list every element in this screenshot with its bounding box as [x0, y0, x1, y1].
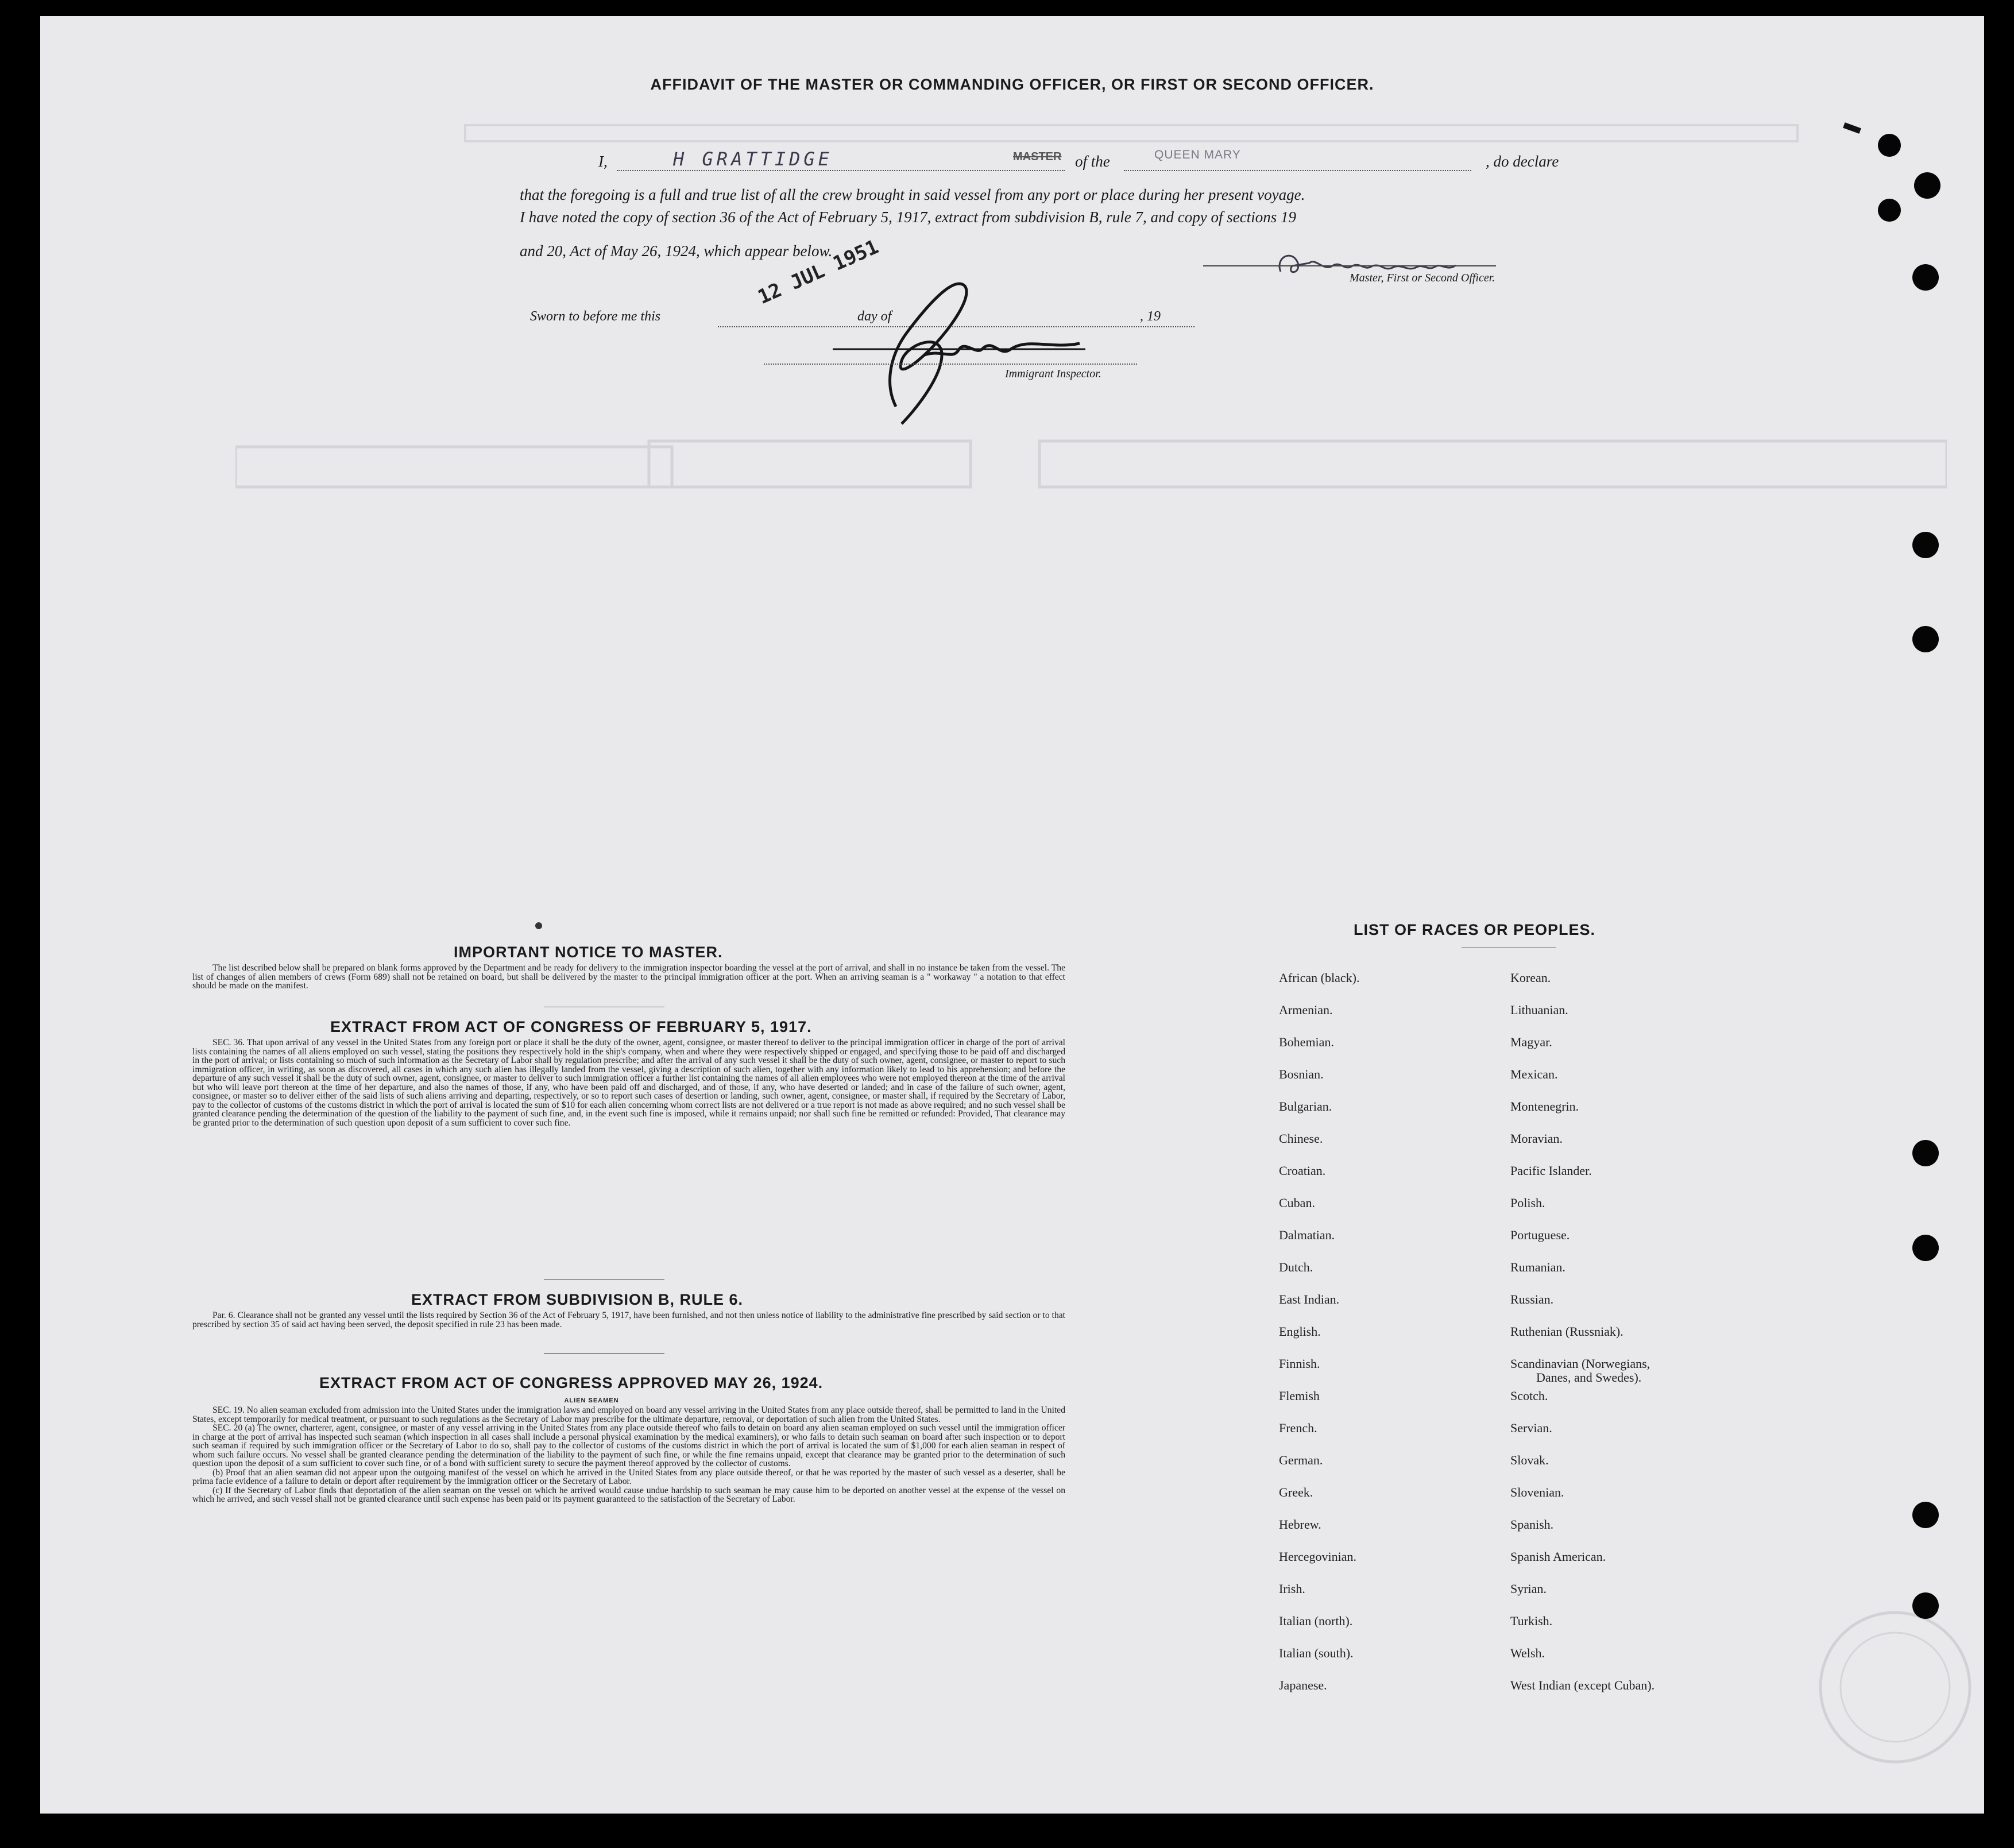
affidavit-line-1 — [598, 148, 1621, 176]
race-item: East Indian. — [1279, 1292, 1340, 1306]
race-item: Bosnian. — [1279, 1067, 1324, 1081]
race-item: Italian (north). — [1279, 1614, 1353, 1628]
race-item: Syrian. — [1510, 1582, 1547, 1596]
punch-hole — [1912, 264, 1939, 291]
section-divider — [544, 1279, 664, 1280]
race-item: English. — [1279, 1324, 1321, 1339]
sworn-date-stamp: 12 JUL 1951 — [754, 235, 882, 309]
punch-hole — [1878, 134, 1901, 157]
race-item: Italian (south). — [1279, 1646, 1354, 1660]
race-item: Servian. — [1510, 1421, 1552, 1435]
race-item: Spanish American. — [1510, 1549, 1606, 1564]
race-item: Bohemian. — [1279, 1035, 1334, 1049]
race-item: Greek. — [1279, 1485, 1313, 1499]
race-item: Finnish. — [1279, 1356, 1320, 1371]
inspector-signature-line — [764, 364, 1137, 365]
race-item: Portuguese. — [1510, 1228, 1570, 1242]
punch-hole — [1878, 199, 1901, 222]
master-signature-caption: Master, First or Second Officer. — [1350, 272, 1495, 284]
race-item: Turkish. — [1510, 1614, 1553, 1628]
affidavit-line-3: I have noted the copy of section 36 of the Act of February 5, 1917, extract from subdivision B, rule 7, and copy of sections 19 — [520, 208, 1296, 226]
race-item: French. — [1279, 1421, 1317, 1435]
races-title: LIST OF RACES OR PEOPLES. — [1354, 921, 1596, 938]
inspector-signature — [810, 263, 1108, 435]
punch-hole — [1912, 532, 1939, 558]
race-item: Irish. — [1279, 1582, 1305, 1596]
punch-hole — [1912, 1502, 1939, 1528]
sec-19-paragraph: SEC. 19. No alien seaman excluded from admission into the United States under the immigration laws and employed on board any vessel arriving in the United States from any place outside thereof, shall be permitted to land in the United States, except temporarily for medical treatment, or pursuant to such regulations as the Secretary of Labor may prescribe for the ultimate departure, removal, or deportation of such alien from the United States. — [192, 1405, 1065, 1424]
race-item-continuation: Danes, and Swedes). — [1536, 1370, 1642, 1385]
race-item: Dutch. — [1279, 1260, 1313, 1274]
race-item: Flemish — [1279, 1389, 1320, 1403]
extract-1924-body — [192, 1406, 1065, 1504]
punch-hole — [1912, 1592, 1939, 1619]
sec-20c-paragraph: (c) If the Secretary of Labor finds that deportation of the alien seaman on the vessel on which he arrived would cause undue hardship to such seaman he may cause him to be deported on another vessel at the expense of the vessel on which he arrived, and such vessel shall not be granted clearance until such expense has been paid or its payment guaranteed to the satisfaction of the Secretary of Labor. — [192, 1485, 1065, 1504]
race-item: Russian. — [1510, 1292, 1554, 1306]
section-divider — [544, 1353, 664, 1354]
race-item: Chinese. — [1279, 1131, 1323, 1146]
notice-body — [192, 964, 1065, 991]
sec-20b-paragraph: (b) Proof that an alien seaman did not appear upon the outgoing manifest of the vessel on which he arrived in the United States from any place outside thereof, or that he was reported by the master of such vessel as a deserter, shall be prima facie evidence of a failure to detain or deport after requirement by the immigration officer or the Secretary of Labor. — [192, 1467, 1065, 1486]
affidavit-title: AFFIDAVIT OF THE MASTER OR COMMANDING OFFICER, OR FIRST OR SECOND OFFICER. — [650, 76, 1374, 93]
race-item: Bulgarian. — [1279, 1099, 1332, 1114]
race-item: Scotch. — [1510, 1389, 1548, 1403]
extract-1924-title: EXTRACT FROM ACT OF CONGRESS APPROVED MAY 26, 1924. — [319, 1374, 824, 1391]
race-item: Montenegrin. — [1510, 1099, 1579, 1114]
alien-seamen-subheading: ALIEN SEAMEN — [564, 1397, 619, 1404]
punch-hole — [1912, 1235, 1939, 1261]
extract-1917-title: EXTRACT FROM ACT OF CONGRESS OF FEBRUARY 5, 1917. — [330, 1018, 812, 1035]
race-item: Croatian. — [1279, 1163, 1326, 1178]
race-item: Spanish. — [1510, 1517, 1554, 1532]
race-item: Korean. — [1510, 971, 1551, 985]
bleed-through-seal — [1809, 1601, 1981, 1773]
race-item: German. — [1279, 1453, 1323, 1467]
subdivision-paragraph: Par. 6. Clearance shall not be granted any vessel until the lists required by Section 36 of the Act of February 5, 1917, have been furnished, and not then unless notice of liability to the administrative fine prescribed by said section or to that prescribed by section 35 of said act having been served, the deposit specified in rule 23 has been made. — [192, 1310, 1065, 1329]
title-struck: MASTER — [1013, 150, 1062, 163]
ink-spot — [535, 922, 542, 929]
race-item: Welsh. — [1510, 1646, 1545, 1660]
race-item: Rumanian. — [1510, 1260, 1565, 1274]
name-field-line — [617, 170, 1065, 171]
affidavit-line-4: and 20, Act of May 26, 1924, which appear below. — [520, 242, 833, 260]
race-item: African (black). — [1279, 971, 1360, 985]
race-item: Moravian. — [1510, 1131, 1563, 1146]
race-item: Dalmatian. — [1279, 1228, 1335, 1242]
race-item: Polish. — [1510, 1196, 1545, 1210]
sworn-day-text: day of — [857, 309, 892, 324]
notice-paragraph: The list described below shall be prepared on blank forms approved by the Department and be ready for delivery to the immigration inspector boarding the vessel at the port of arrival, and shall in no instance be taken from the vessel. The list of changes of alien members of crews (Form 689) shall not be retained on board, but shall be delivered by the master to the principal immigration officer at the port. When an arriving seaman is a " workaway " a notation to that effect should be made on the manifest. — [192, 963, 1065, 991]
punch-hole — [1912, 626, 1939, 652]
extract-1917-paragraph: SEC. 36. That upon arrival of any vessel in the United States from any foreign port or place it shall be the duty of the owner, agent, consignee, or master thereof to deliver to the principal immigration officer in charge of the port of arrival lists containing the names of all aliens employed on such vessel, stating the positions they respectively hold in the ship's company, when and where they were respectively shipped or engaged, and specifying those to be paid off and discharged in the port of arrival; or lists containing so much of such information as the Secretary of Labor shall by regulation prescribe; and after the arrival of any such vessel it shall be the duty of such owner, agent, consignee, or master to report to such immigration officer, in writing, as soon as discovered, all cases in which any such alien has illegally landed from the vessel, giving a description of such alien, together with any information likely to lead to his apprehension; and before the departure of any such vessel it shall be the duty of such owner, agent, consignee, or master to deliver to such immigration officer a further list containing the names of all alien employees who were not employed thereon at the time of the arrival but who will leave port thereon at the time of her departure, and also the names of those, if any, who have been paid off and discharged, and of those, if any, who have deserted or landed; and in case of the failure of such owner, agent, consignee, or master so to deliver either of the said lists of such aliens arriving and departing, respectively, or so to report such cases of desertion or landing, such owner, agent, consignee, or master shall, if required by the Secretary of Labor, pay to the collector of customs of the customs district in which the port of arrival is located the sum of $10 for each alien concerning whom correct lists are not delivered or a true report is not made as above required; and no such vessel shall be granted clearance pending the determination of the question of the liability to the payment of such fine, and, in the event such fine is imposed, while it remains unpaid; nor shall such fine be remitted or refunded: Provided, That clearance may be granted prior to the determination of such question upon deposit of a sum sufficient to cover such fine. — [192, 1038, 1065, 1128]
race-item: Armenian. — [1279, 1003, 1333, 1017]
race-item: Pacific Islander. — [1510, 1163, 1592, 1178]
race-item: Mexican. — [1510, 1067, 1558, 1081]
vessel-name: QUEEN MARY — [1154, 148, 1241, 161]
race-item: Cuban. — [1279, 1196, 1315, 1210]
race-item: Hebrew. — [1279, 1517, 1321, 1532]
race-item: Ruthenian (Russniak). — [1510, 1324, 1623, 1339]
race-item: Scandinavian (Norwegians, — [1510, 1356, 1650, 1371]
sec-20a-paragraph: SEC. 20 (a) The owner, charterer, agent, consignee, or master of any vessel arriving in the United States from any place outside thereof who fails to detain on board any alien seaman employed on such vessel until the immigration officer in charge at the port of arrival has inspected such seaman (which inspection in all cases shall include a personal physical examination by the medical examiners), or who fails to detain such seaman on board after such inspection or to deport such seaman if required by such immigration officer or the Secretary of Labor to do so, shall pay to the collector of customs of the customs district in which the port of arrival is located the sum of $1,000 for each alien seaman in respect of whom such failure occurs. No vessel shall be granted clearance pending the determination of the liability to the payment of such fine, or while the fine remains unpaid, except that clearance may be granted prior to the determination of such question upon the deposit of a sum sufficient to cover such fine, or of a bond with sufficient surety to secure the payment thereof approved by the collector of customs. — [192, 1423, 1065, 1468]
sworn-text: Sworn to before me this — [530, 309, 661, 324]
declarant-prefix: I, — [598, 153, 608, 170]
do-declare-text: , do declare — [1486, 153, 1559, 170]
master-signature-line — [1203, 265, 1496, 266]
document-page — [40, 16, 1984, 1814]
race-item: Lithuanian. — [1510, 1003, 1568, 1017]
punch-hole — [1914, 172, 1940, 199]
notice-title: IMPORTANT NOTICE TO MASTER. — [454, 944, 723, 961]
of-the-text: of the — [1075, 153, 1110, 170]
inspector-caption: Immigrant Inspector. — [1005, 368, 1101, 380]
master-name-handwritten: H GRATTIDGE — [673, 148, 833, 170]
subdivision-body — [192, 1311, 1065, 1329]
sworn-year-prefix: , 19 — [1140, 309, 1161, 324]
race-item: West Indian (except Cuban). — [1510, 1678, 1655, 1692]
race-item: Slovenian. — [1510, 1485, 1564, 1499]
race-item: Hercegovinian. — [1279, 1549, 1356, 1564]
affidavit-line-2: that the foregoing is a full and true list of all the crew brought in said vessel from any port or place during her present voyage. — [520, 186, 1305, 203]
vessel-field-line — [1124, 170, 1471, 171]
race-item: Magyar. — [1510, 1035, 1552, 1049]
race-item: Slovak. — [1510, 1453, 1549, 1467]
punch-hole — [1912, 1140, 1939, 1166]
extract-1917-body — [192, 1038, 1065, 1127]
race-item: Japanese. — [1279, 1678, 1327, 1692]
subdivision-title: EXTRACT FROM SUBDIVISION B, RULE 6. — [411, 1291, 744, 1308]
